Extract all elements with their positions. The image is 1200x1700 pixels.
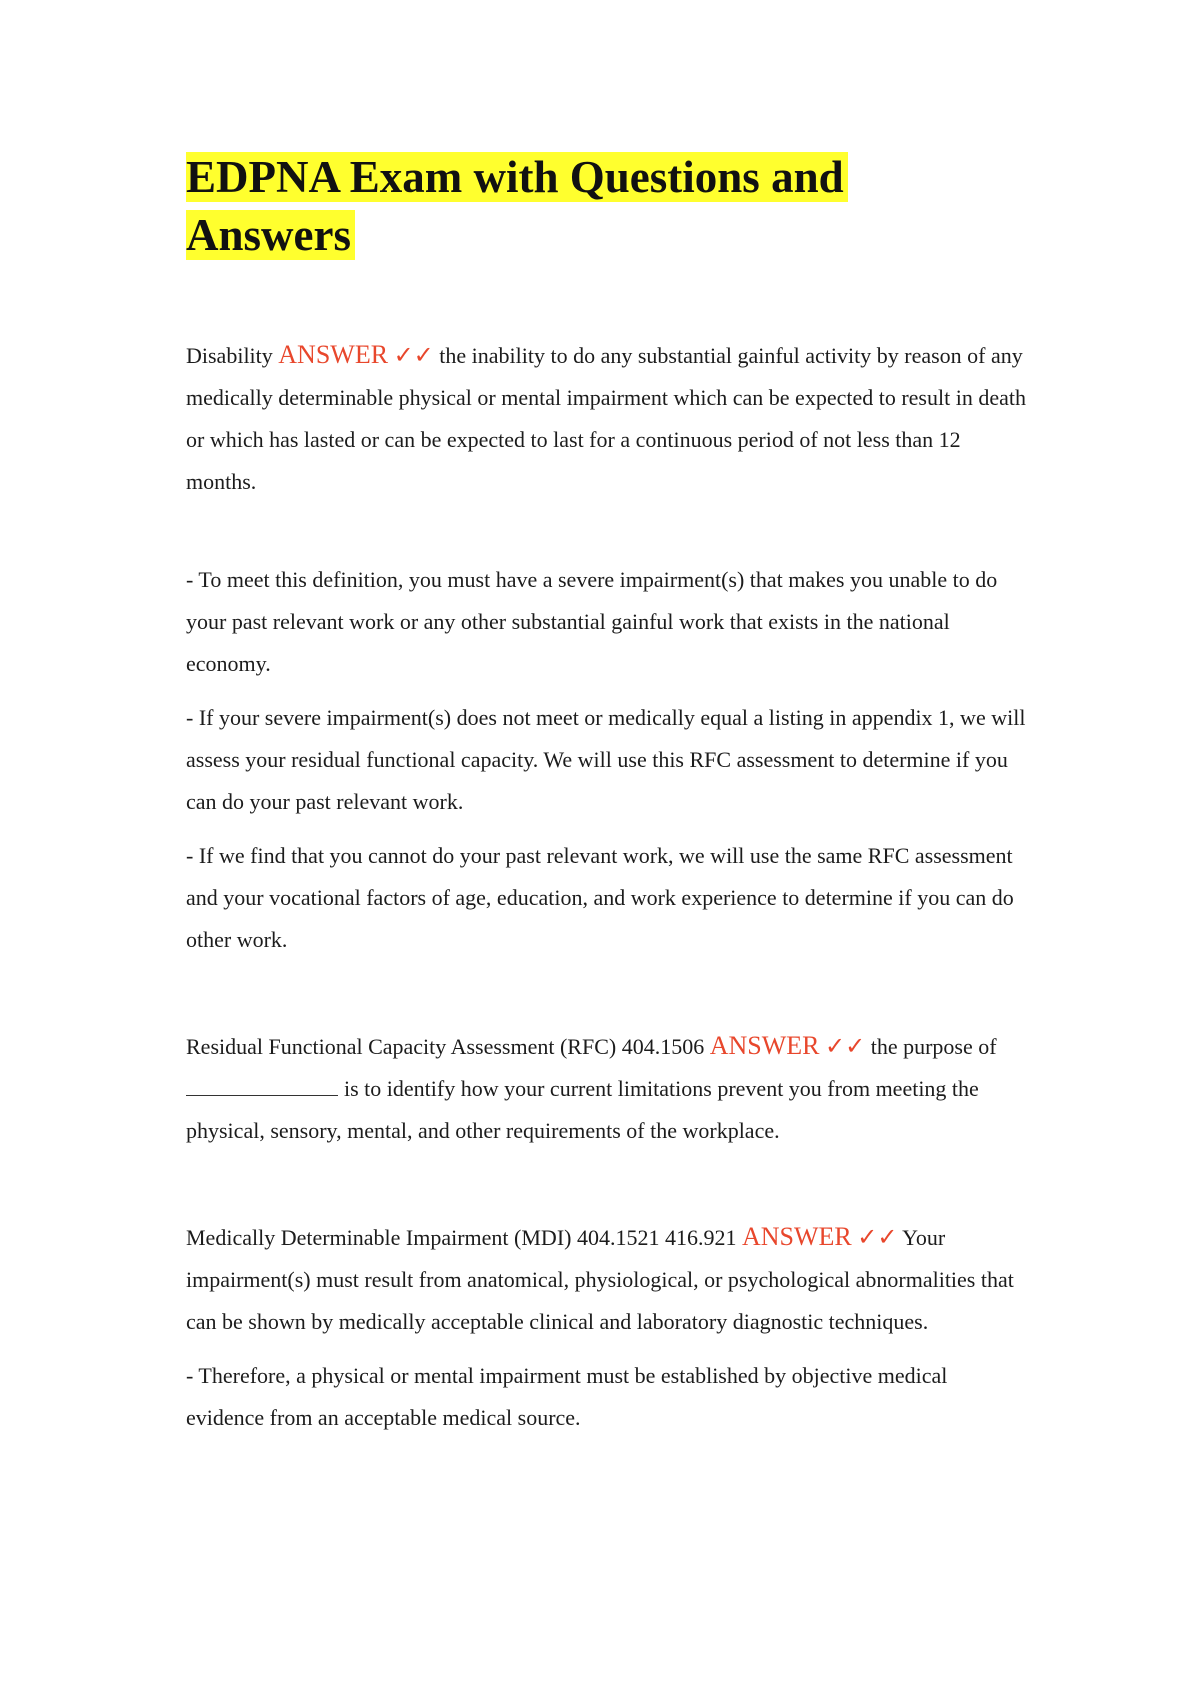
qa-definition-end: is to identify how your current limitations prevent you from meeting the physical, sensory, mental, and other requirements of the workplace. [186,1076,979,1143]
qa-note: - To meet this definition, you must have a severe impairment(s) that makes you unable to do your past relevant work or any other substantial gainful work that exists in the national economy. [186,567,998,676]
qa-question-answer [186,334,1026,503]
qa-term: Disability [186,343,273,368]
qa-entry-rfc [186,1025,1026,1152]
fill-in-blank [186,1073,338,1096]
title-line-1: EDPNA Exam with Questions and [186,152,844,202]
document-body [186,148,1026,1439]
qa-question-answer [186,1025,1026,1152]
title-highlight [186,152,848,260]
document-title [186,148,1026,264]
qa-note: - If your severe impairment(s) does not meet or medically equal a listing in appendix 1, we will assess your residual functional capacity. We will use this RFC assessment to determine if you can do your past relevant work. [186,705,1026,814]
double-check-icon: ✓✓ [857,1225,898,1251]
qa-definition: the inability to do any substantial gainful activity by reason of any medically determinable physical or mental impairment which can be expected to result in death or which has lasted or can be expected to last for a continuous period of not less than 12 months. [186,343,1026,494]
qa-term: Medically Determinable Impairment (MDI) 404.1521 416.921 [186,1225,737,1250]
double-check-icon: ✓✓ [824,1034,866,1060]
qa-term: Residual Functional Capacity Assessment (RFC) 404.1506 [186,1034,705,1059]
answer-label: ANSWER [741,1222,852,1251]
title-line-2: Answers [186,210,351,260]
qa-definition-start: the purpose of [870,1034,997,1059]
answer-label: ANSWER [278,340,389,369]
qa-definition: Your impairment(s) must result from anatomical, physiological, or psychological abnormalities that can be shown by medically acceptable clinical and laboratory diagnostic techniques. [186,1225,1014,1334]
qa-entry-disability [186,334,1026,961]
qa-note: - If we find that you cannot do your past relevant work, we will use the same RFC assessment and your vocational factors of age, education, and work experience to determine if you can do other work. [186,843,1014,952]
qa-entry-mdi [186,1216,1026,1439]
qa-question-answer [186,1216,1026,1343]
answer-label: ANSWER [709,1031,820,1060]
double-check-icon: ✓✓ [393,343,434,369]
qa-note: - Therefore, a physical or mental impairment must be established by objective medical evidence from an acceptable medical source. [186,1363,948,1430]
